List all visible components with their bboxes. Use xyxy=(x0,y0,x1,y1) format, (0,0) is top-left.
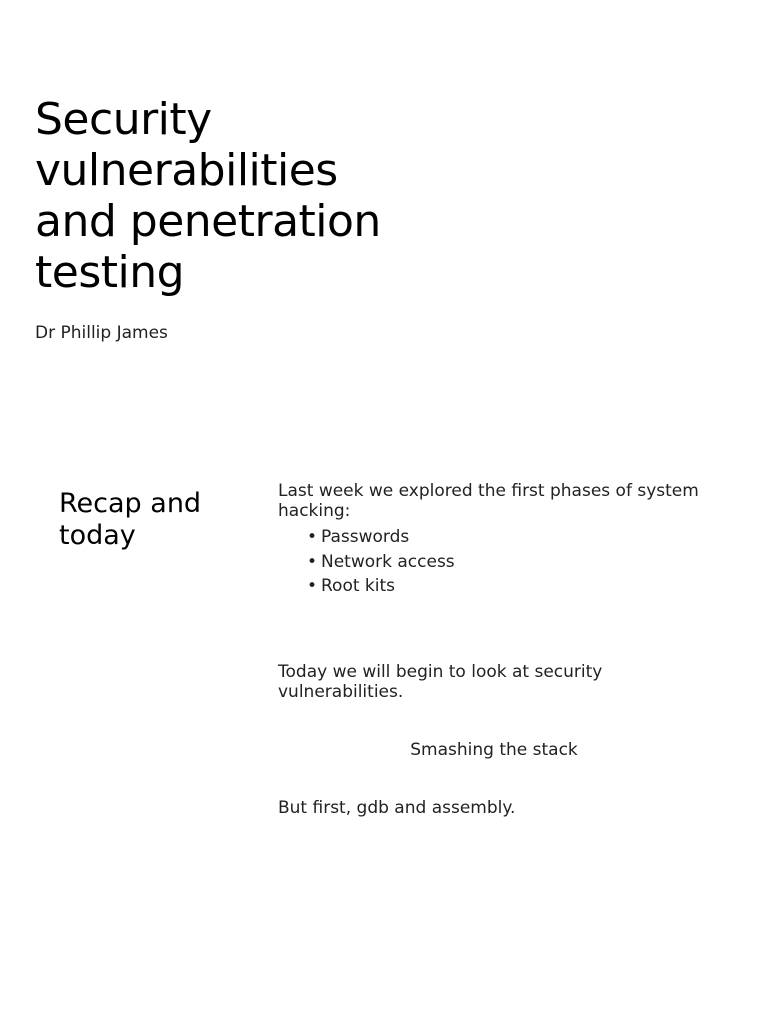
bullet-icon: • xyxy=(307,527,318,547)
author-name: Dr Phillip James xyxy=(35,323,168,343)
gdb-assembly-paragraph: But first, gdb and assembly. xyxy=(278,798,516,818)
list-item-label: Passwords xyxy=(321,527,410,547)
section-heading: Recap and today xyxy=(59,488,202,551)
recap-bullet-list xyxy=(278,525,718,599)
list-item xyxy=(307,574,718,599)
slide-title: Security vulnerabilities and penetration testing xyxy=(35,94,381,298)
today-paragraph: Today we will begin to look at security vulnerabilities. xyxy=(278,662,603,702)
list-item xyxy=(307,550,718,575)
bullet-icon: • xyxy=(307,576,318,596)
smashing-the-stack-line: Smashing the stack xyxy=(410,740,578,760)
recap-intro: Last week we explored the first phases of system hacking: xyxy=(278,481,699,521)
bullet-icon: • xyxy=(307,551,318,572)
list-item-label: Root kits xyxy=(321,576,396,596)
list-item xyxy=(307,525,718,550)
recap-content xyxy=(278,481,718,599)
list-item-label: Network access xyxy=(321,551,455,572)
